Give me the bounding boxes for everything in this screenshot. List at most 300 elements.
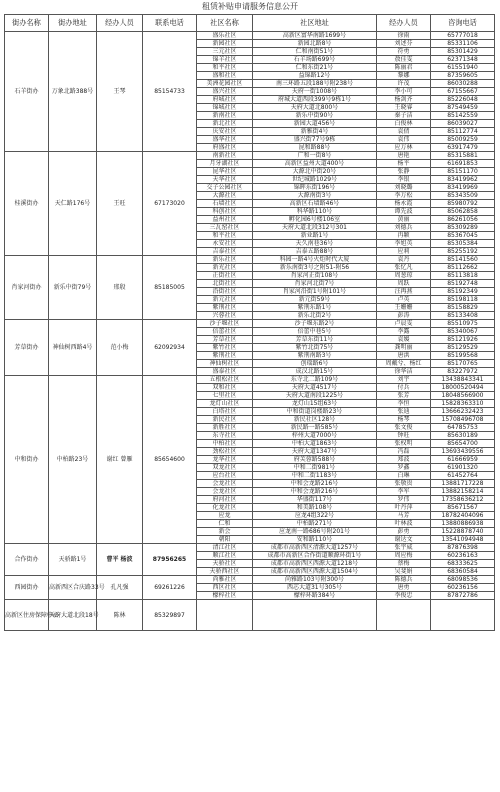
community-phone: 85226048 bbox=[431, 96, 495, 104]
subdistrict-staff: 邢殷 bbox=[97, 256, 143, 320]
subdistrict-phone: 69261226 bbox=[143, 576, 197, 600]
community-address: 成汉北路15号 bbox=[253, 368, 377, 376]
community-staff: 刘述芬 bbox=[377, 40, 431, 48]
community-address: 东寺北二路109号 bbox=[253, 376, 377, 384]
community-address: 盛兴街77号9栋 bbox=[253, 136, 377, 144]
community-name: 双和社区 bbox=[197, 384, 253, 392]
community-staff: 卢晨雯 bbox=[377, 320, 431, 328]
community-name: 清江社区 bbox=[197, 544, 253, 552]
table-row bbox=[5, 320, 495, 328]
header-comm-staff: 经办人员 bbox=[377, 15, 431, 32]
community-staff: 马芳 bbox=[377, 512, 431, 520]
subdistrict-phone: 85329897 bbox=[143, 600, 197, 631]
community-phone: 87872786 bbox=[431, 592, 495, 600]
community-address: 应龙南一路686号附201号 bbox=[253, 528, 377, 536]
community-staff: 钟旺 bbox=[377, 432, 431, 440]
subdistrict-staff: 孔凡强 bbox=[97, 576, 143, 600]
community-phone: 85630189 bbox=[431, 432, 495, 440]
community-phone: 87876398 bbox=[431, 544, 495, 552]
header-sub-address: 街办地址 bbox=[49, 15, 97, 32]
community-name: 应台社区 bbox=[197, 472, 253, 480]
community-staff: 彭涛 bbox=[377, 312, 431, 320]
community-phone: 85340067 bbox=[431, 328, 495, 336]
community-name: 兴蓉社区 bbox=[197, 312, 253, 320]
community-phone: 85062858 bbox=[431, 208, 495, 216]
community-address: 南三环路五段188号附238号 bbox=[253, 80, 377, 88]
community-staff: 罗鑫 bbox=[377, 464, 431, 472]
community-phone: 13882158214 bbox=[431, 488, 495, 496]
community-name: 月牙湖社区 bbox=[197, 160, 253, 168]
community-phone: 61691853 bbox=[431, 160, 495, 168]
community-staff: 许茂 bbox=[377, 80, 431, 88]
community-phone: 83419962 bbox=[431, 176, 495, 184]
community-staff: 王晓睿 bbox=[377, 104, 431, 112]
community-phone: 13541094948 bbox=[431, 536, 495, 544]
community-name: 天骄西社区 bbox=[197, 568, 253, 576]
community-address: 中和街道岗楼路23号 bbox=[253, 408, 377, 416]
community-staff: 张文俊 bbox=[377, 424, 431, 432]
community-address: 沙子堰东路2号 bbox=[253, 320, 377, 328]
community-name: 科创社区 bbox=[197, 208, 253, 216]
empty-cell bbox=[253, 600, 377, 631]
community-address: 西芯大道31号305号 bbox=[253, 584, 377, 592]
community-address: 高新区益州大道400号 bbox=[253, 160, 377, 168]
community-staff: 叶丹萍 bbox=[377, 504, 431, 512]
community-address: 天府一街1008号 bbox=[253, 88, 377, 96]
community-phone: 13881717228 bbox=[431, 480, 495, 488]
community-phone: 15708496708 bbox=[431, 416, 495, 424]
subdistrict-address: 神仙树西路4号 bbox=[49, 320, 97, 376]
community-name: 三瓦窑社区 bbox=[197, 224, 253, 232]
subdistrict-staff: 王旺 bbox=[97, 152, 143, 256]
header-sub-staff: 经办人员 bbox=[97, 15, 143, 32]
community-address: 天府大道南段1225号 bbox=[253, 392, 377, 400]
community-address: 檬梓环路384号 bbox=[253, 592, 377, 600]
community-name: 昆华社区 bbox=[197, 168, 253, 176]
subdistrict-phone: 67173020 bbox=[143, 152, 197, 256]
community-phone: 85170765 bbox=[431, 360, 495, 368]
community-name: 永安社区 bbox=[197, 240, 253, 248]
community-staff: 杨永霞 bbox=[377, 200, 431, 208]
community-phone: 13693439556 bbox=[431, 448, 495, 456]
community-address: 成都市高新区合作街道顺源环街1号 bbox=[253, 552, 377, 560]
community-phone: 18782404096 bbox=[431, 512, 495, 520]
community-address: 新雅街4号 bbox=[253, 128, 377, 136]
community-staff: 冉颖 bbox=[377, 232, 431, 240]
community-staff: 张敬贵 bbox=[377, 480, 431, 488]
community-name: 南新社区 bbox=[197, 152, 253, 160]
community-phone: 68098536 bbox=[431, 576, 495, 584]
community-address: 肖家河正街108号 bbox=[253, 272, 377, 280]
community-phone: 85113818 bbox=[431, 272, 495, 280]
community-name: 中柏社区 bbox=[197, 440, 253, 448]
community-staff: 周应梅 bbox=[377, 552, 431, 560]
header-comm-phone: 咨询电话 bbox=[431, 15, 495, 32]
community-staff: 唐勇 bbox=[377, 584, 431, 592]
community-phone: 61901320 bbox=[431, 464, 495, 472]
empty-cell bbox=[431, 600, 495, 631]
community-staff: 刘宇 bbox=[377, 376, 431, 384]
subdistrict-staff: 王琴 bbox=[97, 32, 143, 152]
community-address: 昆和路88号 bbox=[253, 144, 377, 152]
community-staff: 李小可 bbox=[377, 88, 431, 96]
community-name: 西区社区 bbox=[197, 584, 253, 592]
community-name: 天华社区 bbox=[197, 176, 253, 184]
community-address: 肖家河沿街1号附101号 bbox=[253, 288, 377, 296]
community-address: 紫荆东路1号 bbox=[253, 304, 377, 312]
community-address: 芳草东街11号 bbox=[253, 336, 377, 344]
community-staff: 陈德兵 bbox=[377, 576, 431, 584]
community-name: 朝阳 bbox=[197, 536, 253, 544]
community-address: 新元街59号 bbox=[253, 296, 377, 304]
community-staff: 罗伟 bbox=[377, 496, 431, 504]
community-address: 中和会龙路216号 bbox=[253, 480, 377, 488]
community-address: 新园北路8号 bbox=[253, 40, 377, 48]
community-name: 紫荆社区 bbox=[197, 352, 253, 360]
community-name: 劲松社区 bbox=[197, 448, 253, 456]
subdistrict-staff: 谢红 曾雁 bbox=[97, 376, 143, 544]
community-name: 沿街社区 bbox=[197, 288, 253, 296]
community-name: 益州社区 bbox=[197, 216, 253, 224]
community-address: 锦晖东街196号 bbox=[253, 184, 377, 192]
community-name: 庆安社区 bbox=[197, 128, 253, 136]
community-staff: 李银 bbox=[377, 176, 431, 184]
community-name: 新会 bbox=[197, 528, 253, 536]
community-name: 盛和社区 bbox=[197, 72, 253, 80]
community-phone: 17358636212 bbox=[431, 496, 495, 504]
community-staff: 李军 bbox=[377, 488, 431, 496]
community-phone: 86030288 bbox=[431, 80, 495, 88]
community-staff: 袁媛 bbox=[377, 336, 431, 344]
subdistrict-phone: 85654600 bbox=[143, 376, 197, 544]
community-name: 龙灯山社区 bbox=[197, 400, 253, 408]
community-staff: 龚明丽 bbox=[377, 344, 431, 352]
community-address: 肖家河北街7号 bbox=[253, 280, 377, 288]
community-phone: 13666232423 bbox=[431, 408, 495, 416]
community-name: 紫竹社区 bbox=[197, 344, 253, 352]
subdistrict-address: 天骄路1号 bbox=[49, 544, 97, 576]
community-name: 北街社区 bbox=[197, 280, 253, 288]
community-name: 神仙树社区 bbox=[197, 360, 253, 368]
info-table bbox=[4, 14, 495, 631]
community-name: 新南社区 bbox=[197, 112, 253, 120]
community-phone: 85367045 bbox=[431, 232, 495, 240]
subdistrict-phone: 85185005 bbox=[143, 256, 197, 320]
community-staff: 蔡梅 bbox=[377, 560, 431, 568]
community-name: 新园社区 bbox=[197, 40, 253, 48]
community-name: 紫荆社区 bbox=[197, 304, 253, 312]
community-phone: 85112662 bbox=[431, 264, 495, 272]
header-subdistrict: 街办名称 bbox=[5, 15, 49, 32]
community-address: 倍蕾中巷5号 bbox=[253, 328, 377, 336]
community-phone: 85199568 bbox=[431, 352, 495, 360]
community-phone: 85192748 bbox=[431, 280, 495, 288]
community-name: 吉泰社区 bbox=[197, 248, 253, 256]
subdistrict-name: 西园街办 bbox=[5, 576, 49, 600]
community-staff: 袁伟 bbox=[377, 136, 431, 144]
community-address: 创瑞路6号 bbox=[253, 360, 377, 368]
community-address: 仁和东街21号 bbox=[253, 64, 377, 72]
community-phone: 85510975 bbox=[431, 320, 495, 328]
community-phone: 64785753 bbox=[431, 424, 495, 432]
table-body bbox=[5, 32, 495, 631]
community-staff: 应莉 bbox=[377, 248, 431, 256]
community-phone: 85133408 bbox=[431, 312, 495, 320]
community-phone: 85654700 bbox=[431, 440, 495, 448]
community-phone: 85198118 bbox=[431, 296, 495, 304]
community-staff: 杨剑齐 bbox=[377, 96, 431, 104]
community-name: 正街社区 bbox=[197, 272, 253, 280]
community-address: 科园一路4号火炬时代大厦 bbox=[253, 256, 377, 264]
community-phone: 85129529 bbox=[431, 344, 495, 352]
community-name: 盛泰社区 bbox=[197, 368, 253, 376]
community-phone: 83419969 bbox=[431, 184, 495, 192]
community-phone: 85343509 bbox=[431, 192, 495, 200]
subdistrict-name: 肖家河街办 bbox=[5, 256, 49, 320]
community-phone: 68360584 bbox=[431, 568, 495, 576]
community-address: 天久南巷36号 bbox=[253, 240, 377, 248]
community-name: 和平社区 bbox=[197, 232, 253, 240]
header-comm-address: 社区地址 bbox=[253, 15, 377, 32]
subdistrict-phone: 85154733 bbox=[143, 32, 197, 152]
subdistrict-staff: 范小梅 bbox=[97, 320, 143, 376]
community-address: 广和一街8号 bbox=[253, 152, 377, 160]
community-staff: 应万林 bbox=[377, 144, 431, 152]
community-address: 成都市高新西区西源大道1504号 bbox=[253, 568, 377, 576]
community-name: 新光社区 bbox=[197, 264, 253, 272]
community-address: 府城大道西段399号9栋1号 bbox=[253, 96, 377, 104]
community-staff: 袁丹 bbox=[377, 256, 431, 264]
community-staff: 彭勇 bbox=[377, 528, 431, 536]
community-phone: 85331106 bbox=[431, 40, 495, 48]
header-sub-phone: 联系电话 bbox=[143, 15, 197, 32]
info-table-container bbox=[4, 14, 494, 631]
subdistrict-phone: 87956265 bbox=[143, 544, 197, 576]
subdistrict-name: 石羊街办 bbox=[5, 32, 49, 152]
community-staff: 叶林波 bbox=[377, 520, 431, 528]
community-address: 天府大道北段312号301 bbox=[253, 224, 377, 232]
community-staff: 杨琴 bbox=[377, 416, 431, 424]
community-phone: 85112774 bbox=[431, 128, 495, 136]
community-name: 仁和 bbox=[197, 520, 253, 528]
community-staff: 吴斐娟 bbox=[377, 568, 431, 576]
community-address: 中柏路271号 bbox=[253, 520, 377, 528]
community-staff: 黎娜 bbox=[377, 72, 431, 80]
community-address: 大源北中街20号 bbox=[253, 168, 377, 176]
subdistrict-name: 中和街办 bbox=[5, 376, 49, 544]
community-staff: 秦子洁 bbox=[377, 112, 431, 120]
community-name: 会龙社区 bbox=[197, 480, 253, 488]
community-phone: 85009259 bbox=[431, 136, 495, 144]
community-address: 世纪城路1029号 bbox=[253, 176, 377, 184]
community-name: 七里社区 bbox=[197, 392, 253, 400]
page-title: 租赁补贴申请服务信息公开 bbox=[202, 2, 298, 11]
community-address: 华盛街117号 bbox=[253, 496, 377, 504]
community-address: 新乐南街3号之附51-附56 bbox=[253, 264, 377, 272]
table-row bbox=[5, 256, 495, 264]
community-address: 新民路一路585号 bbox=[253, 424, 377, 432]
community-phone: 85980792 bbox=[431, 200, 495, 208]
community-address: 梓州大道7000号 bbox=[253, 432, 377, 440]
community-name: 交子公园社区 bbox=[197, 184, 253, 192]
community-address: 新园大道456号 bbox=[253, 120, 377, 128]
community-address: 益锦路12号 bbox=[253, 72, 377, 80]
community-name: 白塔社区 bbox=[197, 408, 253, 416]
community-staff: 敖佳雯 bbox=[377, 56, 431, 64]
community-name: 顺江社区 bbox=[197, 552, 253, 560]
community-phone: 65777018 bbox=[431, 32, 495, 40]
community-staff: 张忆凡 bbox=[377, 264, 431, 272]
community-address: 成都市高新西区清源大道1257号 bbox=[253, 544, 377, 552]
community-name: 化龙社区 bbox=[197, 504, 253, 512]
community-staff: 李俊忠 bbox=[377, 592, 431, 600]
subdistrict-address: 天府大道北段18号 bbox=[49, 600, 97, 631]
community-name: 双龙社区 bbox=[197, 464, 253, 472]
community-phone: 13880886938 bbox=[431, 520, 495, 528]
community-staff: 谭先波 bbox=[377, 208, 431, 216]
community-staff: 周葱琼 bbox=[377, 272, 431, 280]
table-header-row bbox=[5, 15, 495, 32]
community-address: 中和会龙路216号 bbox=[253, 488, 377, 496]
community-phone: 18000520494 bbox=[431, 384, 495, 392]
community-name: 锦城社区 bbox=[197, 104, 253, 112]
community-staff: 周跃 bbox=[377, 280, 431, 288]
community-staff: 刘德兵 bbox=[377, 224, 431, 232]
community-phone: 85158829 bbox=[431, 304, 495, 312]
community-name: 新民社区 bbox=[197, 416, 253, 424]
subdistrict-name: 高新区住房保障中心 bbox=[5, 600, 49, 631]
community-phone: 60236163 bbox=[431, 552, 495, 560]
community-staff: 张宇威 bbox=[377, 544, 431, 552]
subdistrict-name: 桂溪街办 bbox=[5, 152, 49, 256]
community-address: 中和二街1183号 bbox=[253, 472, 377, 480]
community-phone: 61551940 bbox=[431, 64, 495, 72]
community-address: 大源南街3号 bbox=[253, 192, 377, 200]
subdistrict-address: 高新西区合庆路33号 bbox=[49, 576, 97, 600]
community-address: 高新区富华南路1699号 bbox=[253, 32, 377, 40]
table-row bbox=[5, 376, 495, 384]
community-staff: 刘晓璐 bbox=[377, 184, 431, 192]
community-name: 盛乐社区 bbox=[197, 32, 253, 40]
community-name: 府河社区 bbox=[197, 496, 253, 504]
community-phone: 87359605 bbox=[431, 72, 495, 80]
community-address: 成都市高新西区西源大道1218号 bbox=[253, 560, 377, 568]
community-staff: 张迪 bbox=[377, 408, 431, 416]
community-address: 高新区石墙路46号 bbox=[253, 200, 377, 208]
community-address: 新业路1号 bbox=[253, 232, 377, 240]
community-address: 中和二街981号 bbox=[253, 464, 377, 472]
community-staff: 徐华洁 bbox=[377, 368, 431, 376]
table-row bbox=[5, 576, 495, 584]
community-name: 美洲花园社区 bbox=[197, 80, 253, 88]
community-address: 中柏大道1863号 bbox=[253, 440, 377, 448]
community-staff: 李万松 bbox=[377, 192, 431, 200]
community-staff: 李恒 bbox=[377, 400, 431, 408]
community-name: 三元社区 bbox=[197, 48, 253, 56]
community-phone: 15828363310 bbox=[431, 400, 495, 408]
community-address: 龙灯山15组63号 bbox=[253, 400, 377, 408]
community-staff: 汪再燕 bbox=[377, 288, 431, 296]
community-phone: 85305384 bbox=[431, 240, 495, 248]
community-staff: 白琳 bbox=[377, 472, 431, 480]
community-address: 应龙4组322号 bbox=[253, 512, 377, 520]
community-phone: 61666959 bbox=[431, 456, 495, 464]
community-name: 新北社区 bbox=[197, 120, 253, 128]
community-address: 天府大道4517号 bbox=[253, 384, 377, 392]
community-address: 新民社区128号 bbox=[253, 416, 377, 424]
community-phone: 85671567 bbox=[431, 504, 495, 512]
community-name: 锦羊社区 bbox=[197, 56, 253, 64]
community-phone: 67155667 bbox=[431, 88, 495, 96]
community-name: 盛华社区 bbox=[197, 136, 253, 144]
subdistrict-address: 中柏路23号 bbox=[49, 376, 97, 544]
community-phone: 85301429 bbox=[431, 48, 495, 56]
community-address: 安和路110号 bbox=[253, 536, 377, 544]
community-name: 尚雅社区 bbox=[197, 576, 253, 584]
community-phone: 85142559 bbox=[431, 112, 495, 120]
community-phone: 13438843341 bbox=[431, 376, 495, 384]
community-staff: 王姗姗 bbox=[377, 304, 431, 312]
community-name: 檬梓社区 bbox=[197, 592, 253, 600]
community-phone: 18048566900 bbox=[431, 392, 495, 400]
community-staff: 李露 bbox=[377, 328, 431, 336]
community-staff: 袁倩 bbox=[377, 128, 431, 136]
community-name: 新乐社区 bbox=[197, 256, 253, 264]
community-phone: 68333625 bbox=[431, 560, 495, 568]
community-name: 盛兴社区 bbox=[197, 88, 253, 96]
community-name: 大源社区 bbox=[197, 192, 253, 200]
community-name: 府城社区 bbox=[197, 96, 253, 104]
community-name: 龙华社区 bbox=[197, 456, 253, 464]
community-staff: 陈丽君 bbox=[377, 64, 431, 72]
community-phone: 60236156 bbox=[431, 584, 495, 592]
community-name: 五根松社区 bbox=[197, 376, 253, 384]
community-address: 新乐中街90号 bbox=[253, 112, 377, 120]
community-address: 尚雅路103号附300号 bbox=[253, 576, 377, 584]
community-address: 天府大道北800号 bbox=[253, 104, 377, 112]
subdistrict-staff: 陈林 bbox=[97, 600, 143, 631]
community-phone: 63917479 bbox=[431, 144, 495, 152]
table-row bbox=[5, 600, 495, 631]
community-staff: 徐雨 bbox=[377, 32, 431, 40]
subdistrict-address: 新乐中街79号 bbox=[49, 256, 97, 320]
community-phone: 61452764 bbox=[431, 472, 495, 480]
community-address: 紫荆南路3号 bbox=[253, 352, 377, 360]
community-staff: 张权明 bbox=[377, 440, 431, 448]
community-name: 天骄社区 bbox=[197, 560, 253, 568]
community-address: 紫竹北街75号 bbox=[253, 344, 377, 352]
community-staff: 付兵 bbox=[377, 384, 431, 392]
community-phone: 85309289 bbox=[431, 224, 495, 232]
community-phone: 85192349 bbox=[431, 288, 495, 296]
community-phone: 86039027 bbox=[431, 120, 495, 128]
community-phone: 83227972 bbox=[431, 368, 495, 376]
community-address: 仁和南街51号 bbox=[253, 48, 377, 56]
community-staff: 卢英 bbox=[377, 296, 431, 304]
community-address: 孵化园6号楼106室 bbox=[253, 216, 377, 224]
subdistrict-address: 万象北路388号 bbox=[49, 32, 97, 152]
community-address: 吉泰五路88号 bbox=[253, 248, 377, 256]
community-phone: 85151170 bbox=[431, 168, 495, 176]
community-staff: 白俊林 bbox=[377, 120, 431, 128]
table-row bbox=[5, 152, 495, 160]
community-name: 沙子堰社区 bbox=[197, 320, 253, 328]
subdistrict-address: 天仁路176号 bbox=[49, 152, 97, 256]
table-row bbox=[5, 32, 495, 40]
community-staff: 郑波 bbox=[377, 456, 431, 464]
community-staff: 符勇 bbox=[377, 48, 431, 56]
community-phone: 85121926 bbox=[431, 336, 495, 344]
